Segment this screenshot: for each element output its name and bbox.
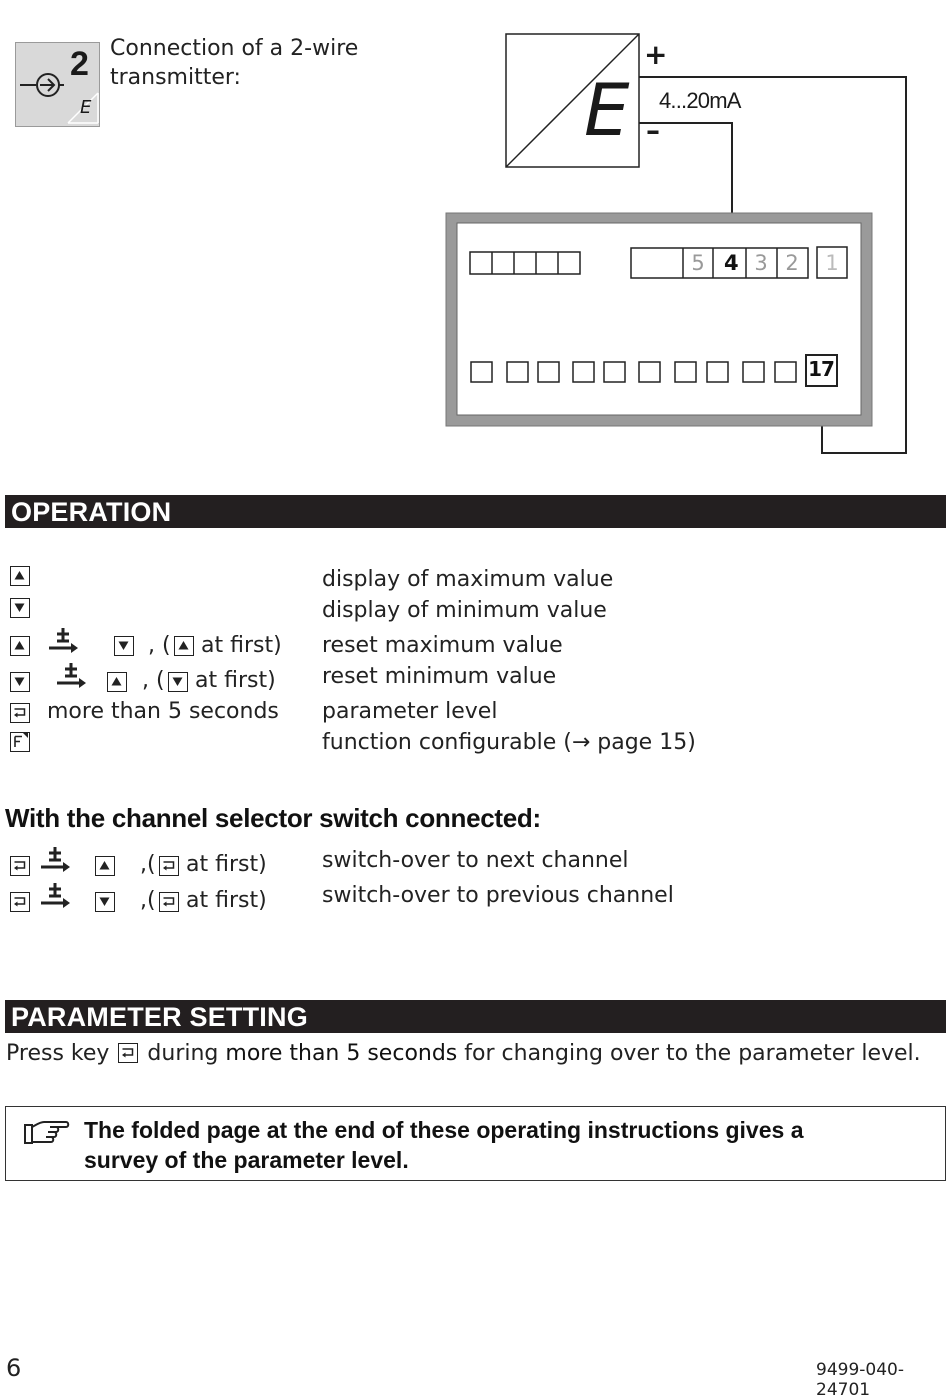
plus-then-arrow-icon — [55, 661, 87, 691]
up-arrow-key-icon — [107, 672, 127, 692]
terminal-label-17: 17 — [808, 357, 834, 381]
note-text: The folded page at the end of these operating instructions gives a survey of the parameter level. — [84, 1117, 804, 1173]
op-row4-suffix: at first) — [195, 668, 276, 693]
document-number: 9499-040-24701 — [816, 1360, 904, 1400]
ch-row1-suffix: at first) — [186, 852, 267, 877]
op-desc-1: display of maximum value — [322, 567, 614, 592]
function-key-icon — [10, 732, 30, 752]
enter-key-icon — [159, 892, 179, 912]
current-range-label: 4...20mA — [659, 88, 741, 113]
op-desc-2: display of minimum value — [322, 598, 607, 623]
ch-row2-suffix: at first) — [186, 888, 267, 913]
positive-sign: + — [644, 38, 668, 71]
enter-key-icon — [118, 1043, 138, 1063]
terminal-label-3: 3 — [754, 251, 768, 275]
op-desc-5: parameter level — [322, 699, 498, 724]
ch-desc-2: switch-over to previous channel — [322, 883, 674, 908]
plus-then-arrow-icon — [39, 881, 71, 911]
enter-key-icon — [159, 856, 179, 876]
down-arrow-key-icon — [95, 892, 115, 912]
note-box — [5, 1106, 946, 1181]
down-arrow-key-icon — [10, 672, 30, 692]
up-arrow-key-icon — [10, 566, 30, 586]
op-desc-4: reset minimum value — [322, 664, 557, 689]
pointing-hand-icon — [22, 1119, 74, 1147]
terminal-label-5: 5 — [691, 251, 705, 275]
terminal-label-1: 1 — [825, 251, 839, 275]
page-number: 6 — [6, 1354, 22, 1382]
enter-key-icon — [10, 703, 30, 723]
terminal-label-2: 2 — [785, 251, 799, 275]
parameter-setting-title: PARAMETER SETTING — [11, 1002, 308, 1032]
operation-header — [5, 495, 946, 528]
operation-title: OPERATION — [11, 497, 172, 527]
negative-sign: – — [646, 114, 660, 147]
connection-title: Connection of a 2-wire transmitter: — [110, 36, 359, 90]
op-desc-6: function configurable (→ page 15) — [322, 730, 696, 755]
connection-type-icon — [15, 42, 100, 127]
ch-row1-prefix: ,( — [140, 852, 156, 877]
down-arrow-key-icon — [114, 636, 134, 656]
enter-key-icon — [10, 892, 30, 912]
up-arrow-key-icon — [174, 636, 194, 656]
source-symbol-small: E — [80, 97, 92, 118]
down-arrow-key-icon — [10, 598, 30, 618]
ch-row2-prefix: ,( — [140, 888, 156, 913]
op-row4-prefix: , ( — [142, 668, 165, 693]
op-row3-suffix: at first) — [201, 633, 282, 658]
op-row3-prefix: , ( — [148, 633, 171, 658]
enter-key-icon — [10, 856, 30, 876]
parameter-setting-header — [5, 1000, 946, 1033]
down-arrow-key-icon — [168, 672, 188, 692]
ch-desc-1: switch-over to next channel — [322, 848, 629, 873]
plus-then-arrow-icon — [47, 626, 79, 656]
connection-number: 2 — [70, 45, 89, 83]
source-symbol: E — [584, 68, 630, 152]
terminal-label-4: 4 — [724, 251, 739, 275]
up-arrow-key-icon — [10, 636, 30, 656]
op-row5-text: more than 5 seconds — [47, 699, 279, 724]
op-desc-3: reset maximum value — [322, 633, 563, 658]
channel-selector-heading: With the channel selector switch connected: — [5, 803, 541, 833]
plus-then-arrow-icon — [39, 845, 71, 875]
parameter-instruction: Press key during more than 5 seconds for changing over to the parameter level. — [6, 1041, 921, 1066]
up-arrow-key-icon — [95, 856, 115, 876]
